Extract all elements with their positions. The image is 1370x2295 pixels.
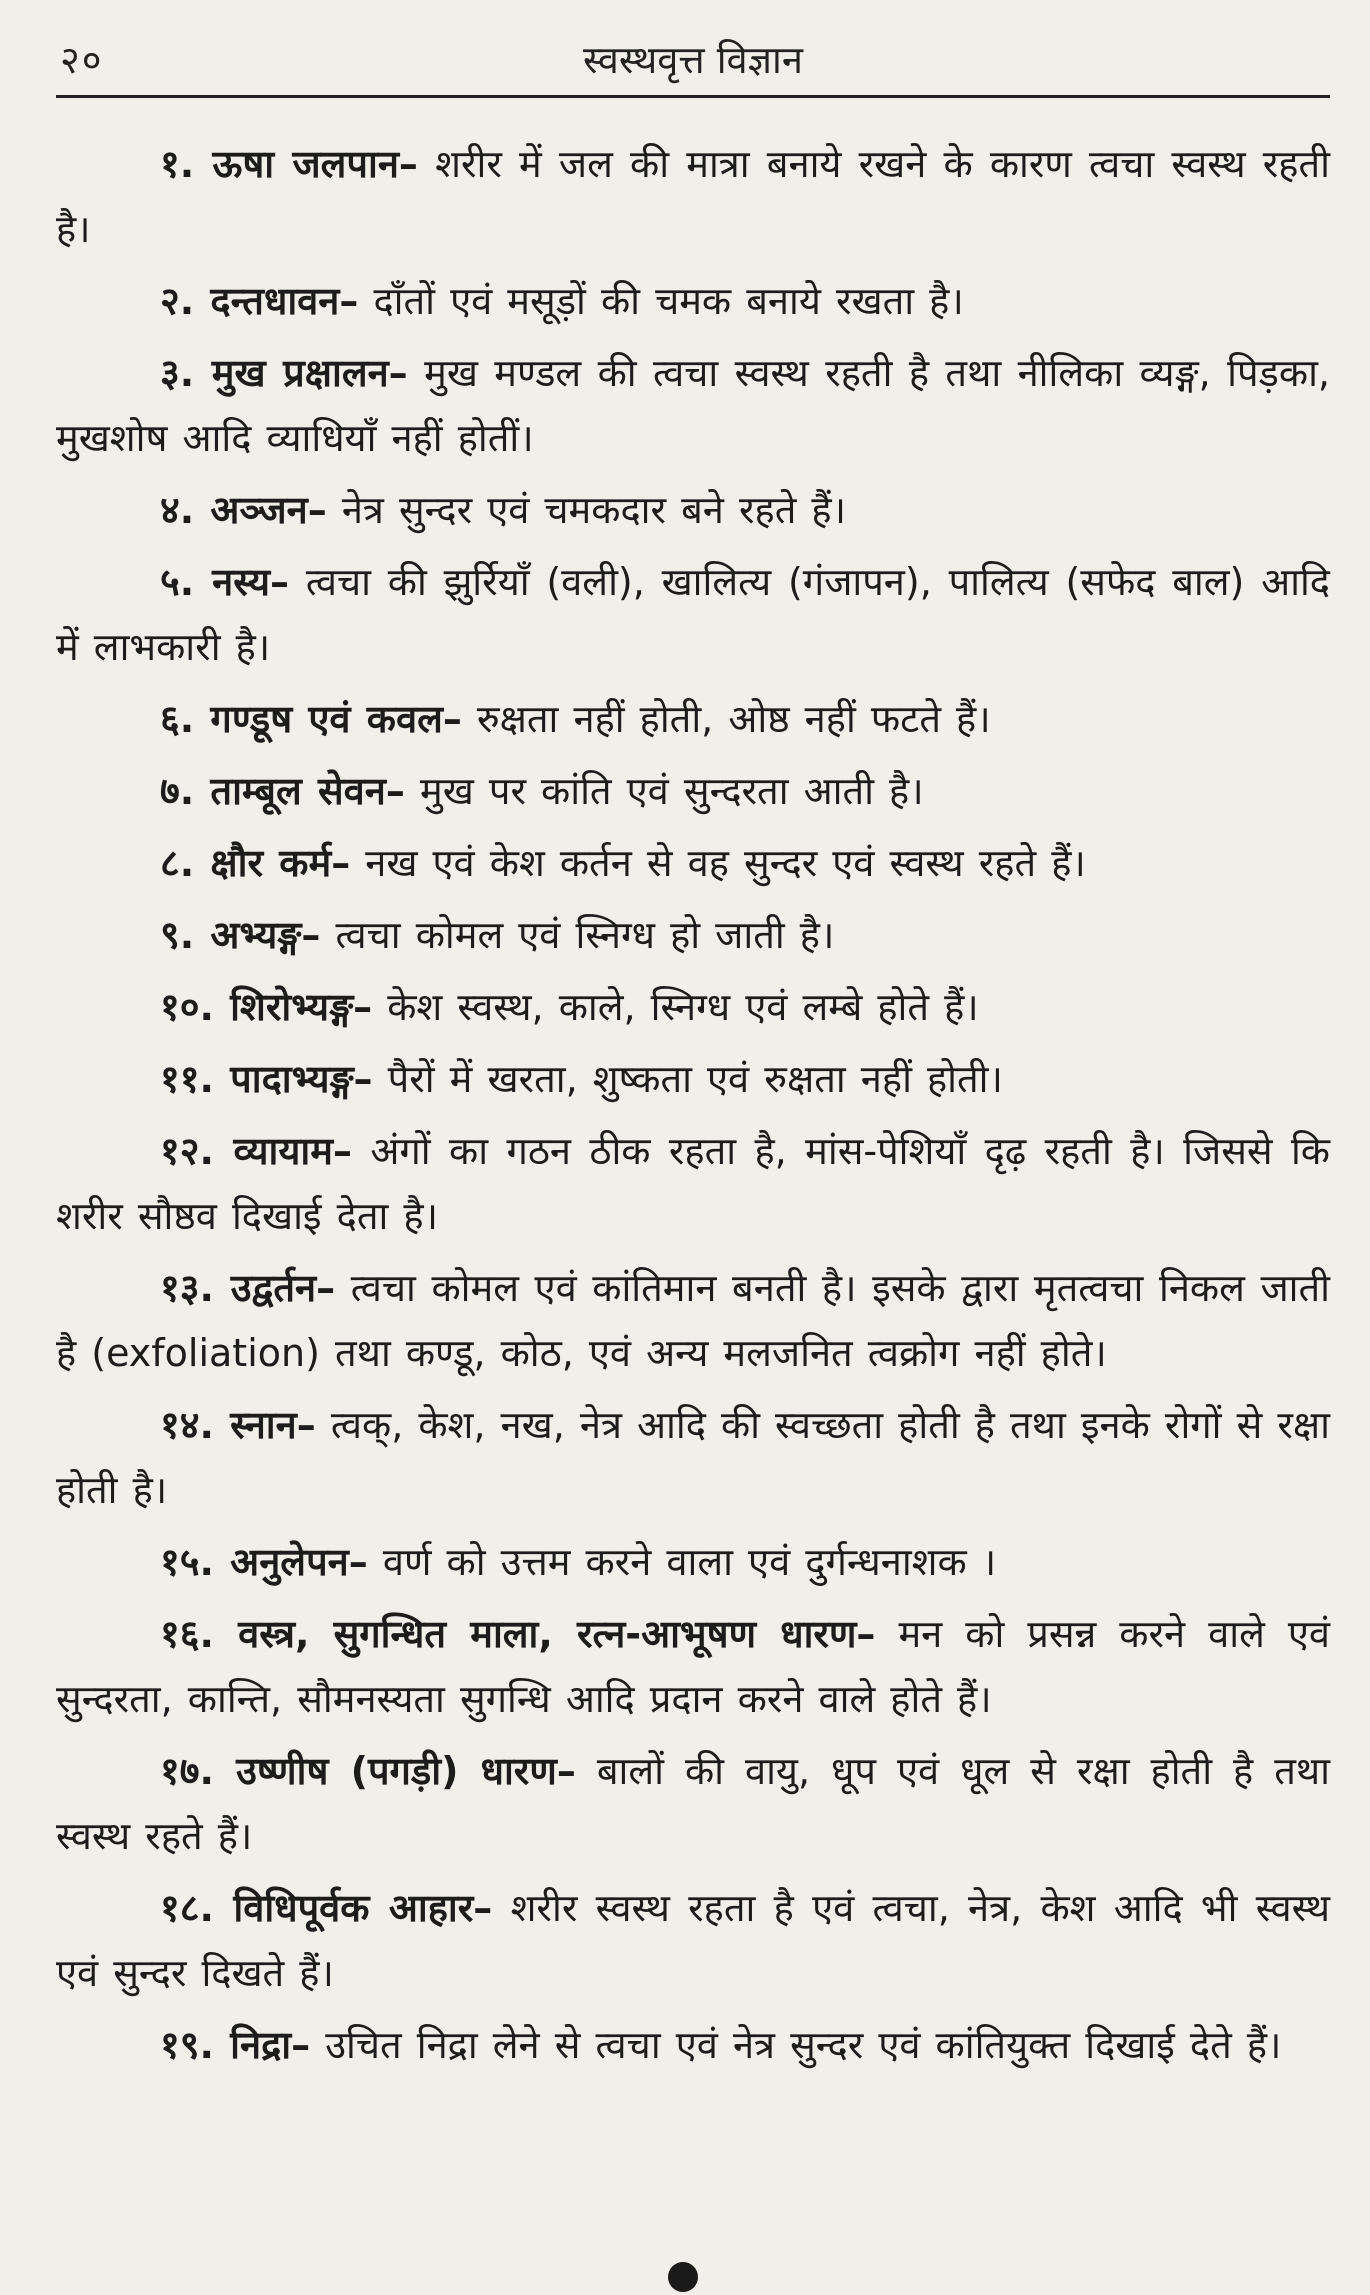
- entry-label: १२. व्यायाम–: [160, 1129, 352, 1173]
- entry-label: ९. अभ्यङ्ग–: [160, 913, 321, 957]
- list-item: [56, 341, 1330, 471]
- entry-text: त्वचा कोमल एवं स्निग्ध हो जाती है।: [320, 913, 835, 957]
- entry-text: नख एवं केश कर्तन से वह सुन्दर एवं स्वस्थ रहते हैं।: [350, 841, 1086, 885]
- entry-label: १. ऊषा जलपान–: [160, 142, 418, 186]
- list-item: [56, 759, 1330, 824]
- entry-label: १३. उद्वर्तन–: [160, 1266, 336, 1310]
- entry-label: १४. स्नान–: [160, 1403, 316, 1447]
- list-item: [56, 1602, 1330, 1732]
- list-item: [56, 831, 1330, 896]
- entry-text: शरीर स्वस्थ रहता है एवं त्वचा, नेत्र, केश आदि भी स्वस्थ एवं सुन्दर दिखते हैं।: [56, 1886, 1330, 1995]
- running-header: [56, 34, 1330, 98]
- page-dot: [668, 2262, 698, 2292]
- entry-text: केश स्वस्थ, काले, स्निग्ध एवं लम्बे होते हैं।: [372, 985, 979, 1029]
- entry-label: १७. उष्णीष (पगड़ी) धारण–: [160, 1749, 576, 1793]
- entry-label: १६. वस्त्र, सुगन्धित माला, रत्न-आभूषण धारण–: [160, 1612, 876, 1656]
- list-item: [56, 269, 1330, 334]
- entry-text: मन को प्रसन्न करने वाले एवं सुन्दरता, कान्ति, सौमनस्यता सुगन्धि आदि प्रदान करने वाले होते हैं।: [56, 1612, 1330, 1721]
- list-item: [56, 1256, 1330, 1386]
- list-item: [56, 1047, 1330, 1112]
- entry-text: बालों की वायु, धूप एवं धूल से रक्षा होती है तथा स्वस्थ रहते हैं।: [56, 1749, 1330, 1858]
- list-item: [56, 132, 1330, 262]
- entry-text: वर्ण को उत्तम करने वाला एवं दुर्गन्धनाशक ।: [367, 1540, 997, 1584]
- entry-text: अंगों का गठन ठीक रहता है, मांस-पेशियाँ दृढ़ रहती है। जिससे कि शरीर सौष्ठव दिखाई देता है।: [56, 1129, 1330, 1238]
- list-item: [56, 2013, 1330, 2078]
- body-text: [56, 132, 1330, 2085]
- entry-text: शरीर में जल की मात्रा बनाये रखने के कारण त्वचा स्वस्थ रहती है।: [56, 142, 1330, 251]
- list-item: [56, 687, 1330, 752]
- page-number: २०: [60, 38, 104, 82]
- entry-label: ७. ताम्बूल सेवन–: [160, 769, 405, 813]
- list-item: [56, 903, 1330, 968]
- list-item: [56, 478, 1330, 543]
- list-item: [56, 975, 1330, 1040]
- entry-label: ३. मुख प्रक्षालन–: [160, 351, 408, 395]
- entry-text: दाँतों एवं मसूड़ों की चमक बनाये रखता है।: [358, 279, 964, 323]
- entry-text: नेत्र सुन्दर एवं चमकदार बने रहते हैं।: [326, 488, 847, 532]
- list-item: [56, 1530, 1330, 1595]
- entry-text: त्वचा की झुर्रियाँ (वली), खालित्य (गंजापन), पालित्य (सफेद बाल) आदि में लाभकारी है।: [56, 560, 1330, 669]
- entry-label: ४. अञ्जन–: [160, 488, 327, 532]
- list-item: [56, 1119, 1330, 1249]
- book-title: स्वस्थवृत्त विज्ञान: [583, 38, 803, 82]
- list-item: [56, 1876, 1330, 2006]
- entry-text: रुक्षता नहीं होती, ओष्ठ नहीं फटते हैं।: [461, 697, 991, 741]
- entry-label: १९. निद्रा–: [160, 2023, 311, 2067]
- entry-text: उचित निद्रा लेने से त्वचा एवं नेत्र सुन्दर एवं कांतियुक्त दिखाई देते हैं।: [310, 2023, 1282, 2067]
- entry-label: १०. शिरोभ्यङ्ग–: [160, 985, 373, 1029]
- list-item: [56, 1739, 1330, 1869]
- entry-text: त्वक्, केश, नख, नेत्र आदि की स्वच्छता होती है तथा इनके रोगों से रक्षा होती है।: [56, 1403, 1330, 1512]
- entry-text: मुख पर कांति एवं सुन्दरता आती है।: [404, 769, 924, 813]
- entry-text: मुख मण्डल की त्वचा स्वस्थ रहती है तथा नीलिका व्यङ्ग, पिड़का, मुखशोष आदि व्याधियाँ नहीं होतीं।: [56, 351, 1330, 460]
- list-item: [56, 550, 1330, 680]
- entry-label: ८. क्षौर कर्म–: [160, 841, 351, 885]
- list-item: [56, 1393, 1330, 1523]
- entry-text: पैरों में खरता, शुष्कता एवं रुक्षता नहीं होती।: [372, 1057, 1003, 1101]
- entry-label: ६. गण्डूष एवं कवल–: [160, 697, 462, 741]
- entry-label: ११. पादाभ्यङ्ग–: [160, 1057, 373, 1101]
- entry-label: १५. अनुलेपन–: [160, 1540, 368, 1584]
- entry-label: २. दन्तधावन–: [160, 279, 359, 323]
- entry-text: त्वचा कोमल एवं कांतिमान बनती है। इसके द्वारा मृतत्वचा निकल जाती है (exfoliation) तथा कण्डू, कोठ, एवं अन्य मलजनित त्वक्रोग नहीं होते।: [56, 1266, 1330, 1375]
- entry-label: ५. नस्य–: [160, 560, 290, 604]
- entry-label: १८. विधिपूर्वक आहार–: [160, 1886, 493, 1930]
